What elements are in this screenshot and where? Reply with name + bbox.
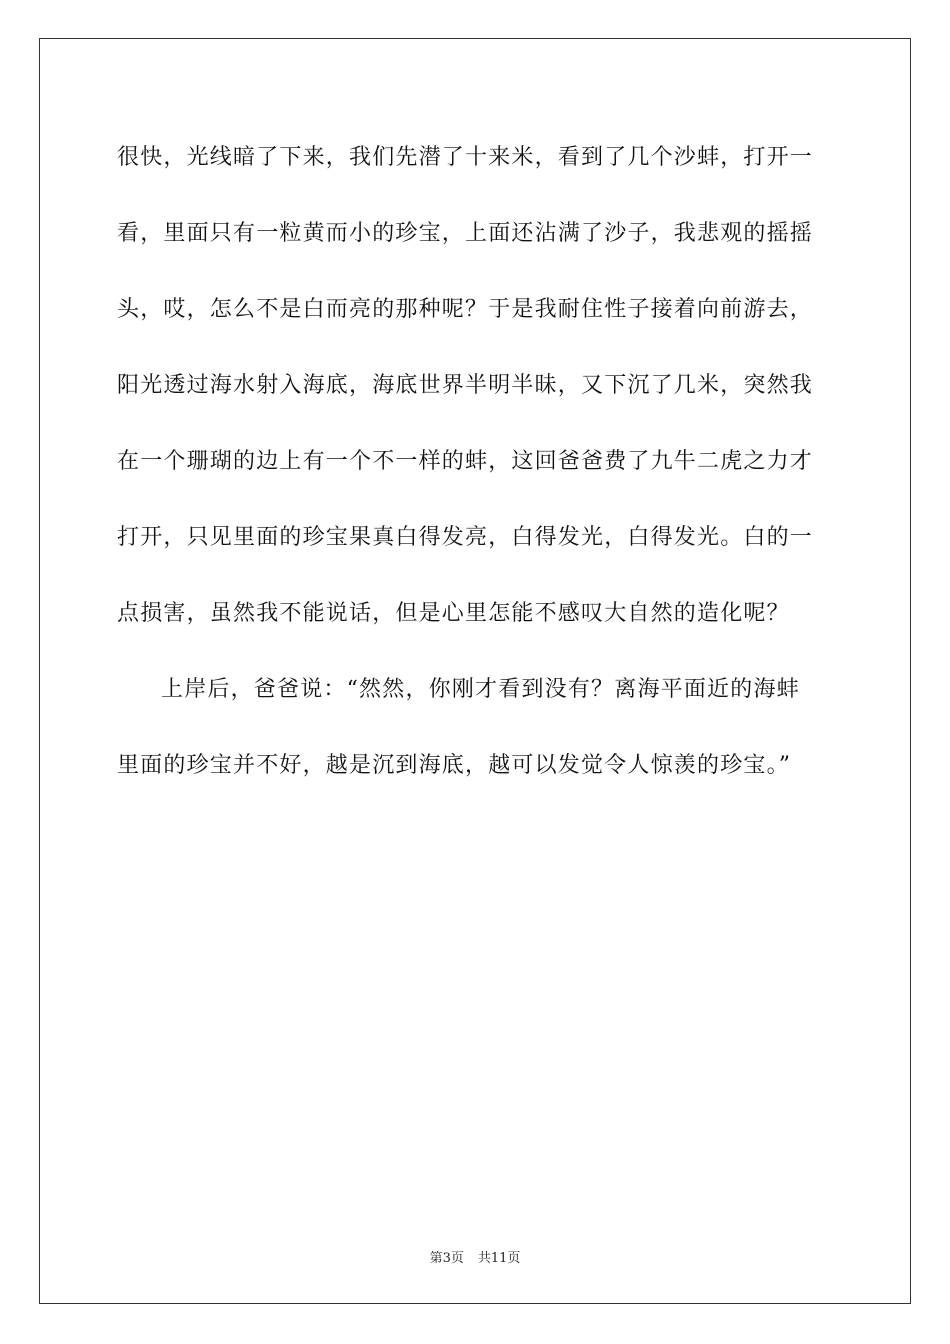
- page-total: 共11页: [477, 1251, 521, 1266]
- text-line: 很快，光线暗了下来，我们先潜了十来米，看到了几个沙蚌，打开一: [117, 145, 814, 170]
- text-line: 里面的珍宝并不好，越是沉到海底，越可以发觉令人惊羡的珍宝。”: [117, 753, 792, 778]
- page-number: 第3页: [429, 1251, 464, 1266]
- text-line: 打开，只见里面的珍宝果真白得发亮，白得发光，白得发光。白的一: [117, 525, 814, 550]
- text-line: 点损害，虽然我不能说话，但是心里怎能不感叹大自然的造化呢？: [117, 601, 790, 626]
- text-line: 在一个珊瑚的边上有一个不一样的蚌，这回爸爸费了九牛二虎之力才: [117, 449, 814, 474]
- text-line: 头，哎，怎么不是白而亮的那种呢？于是我耐住性子接着向前游去，: [117, 297, 814, 322]
- page-footer: [0, 1247, 950, 1266]
- document-body: [117, 120, 833, 804]
- text-line: 看，里面只有一粒黄而小的珍宝，上面还沾满了沙子，我悲观的摇摇: [117, 221, 814, 246]
- text-line: 阳光透过海水射入海底，海底世界半明半昧，又下沉了几米，突然我: [117, 373, 814, 398]
- text-line-paragraph-start: 上岸后，爸爸说：“然然，你刚才看到没有？离海平面近的海蚌: [161, 677, 800, 702]
